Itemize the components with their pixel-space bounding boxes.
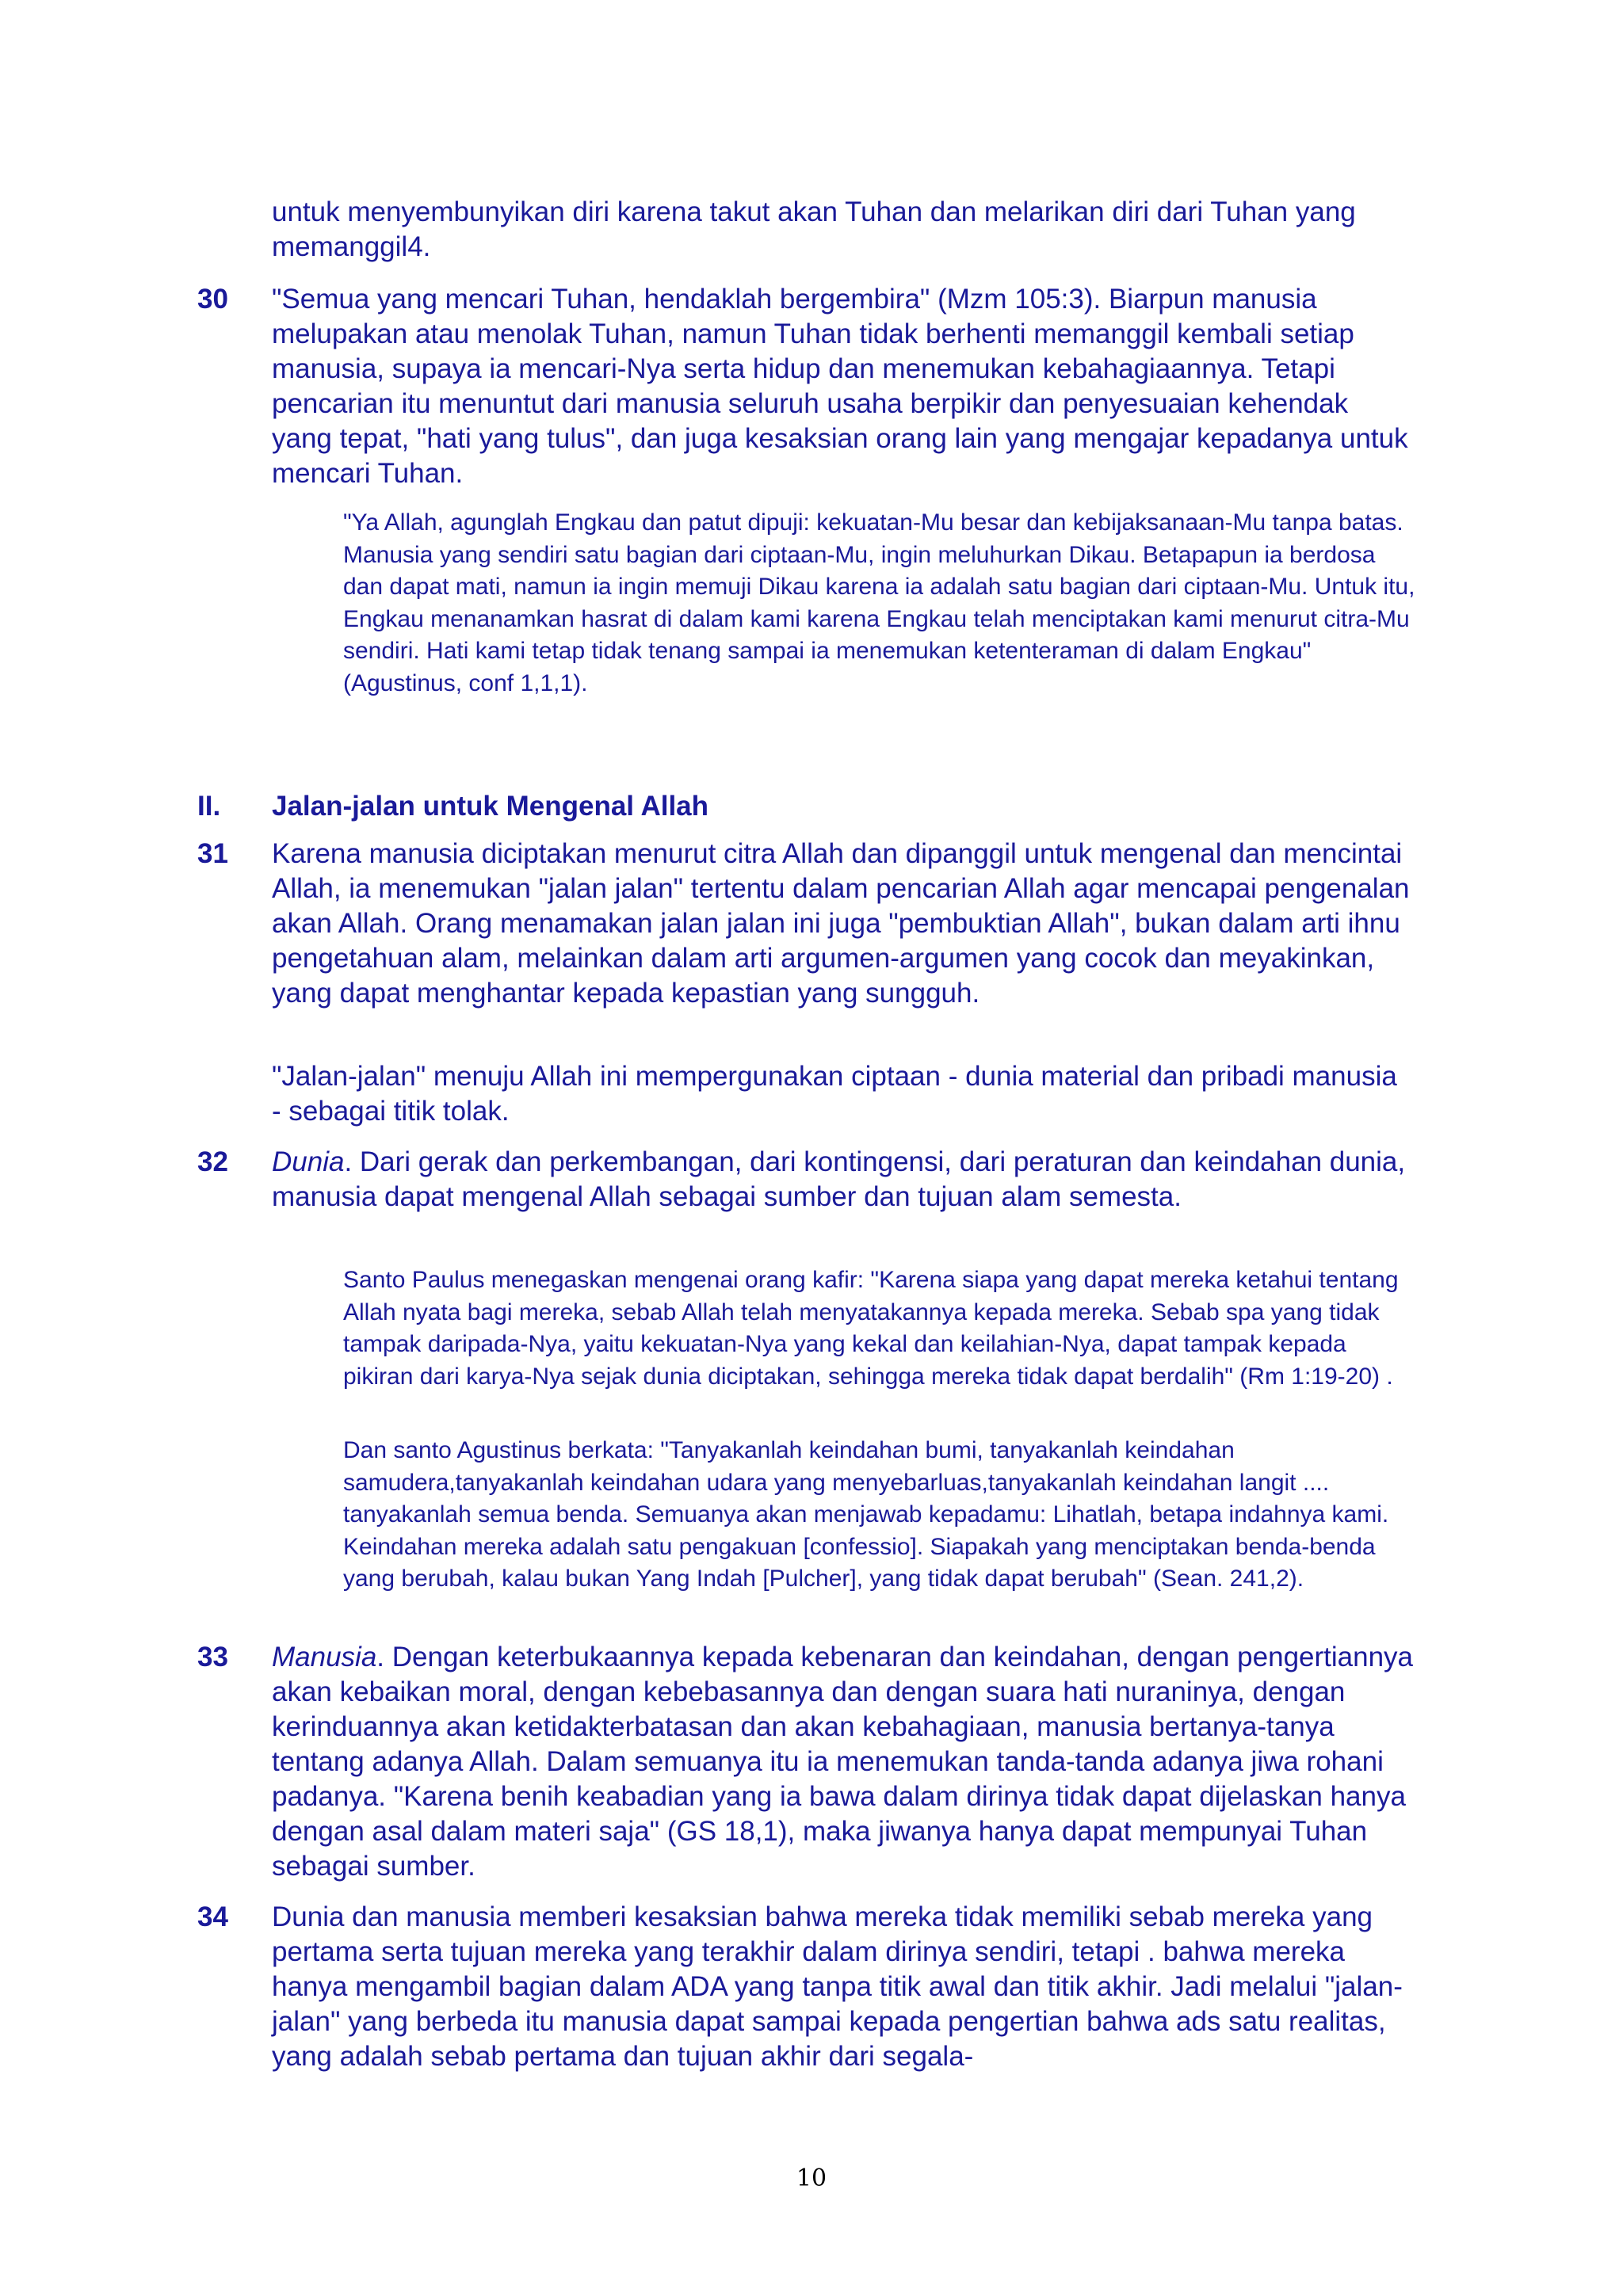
quote-saint-paul: Santo Paulus menegaskan mengenai orang kafir: "Karena siapa yang dapat mereka ketahui tentang Allah nyata bagi mereka, sebab Allah telah menyatakannya kepada mereka. Sebab spa yang tidak tampak daripada-Nya, yaitu kekuatan-Nya yang kekal dan keilahian-Nya, dapat tampak kepada pikiran dari karya-Nya sejak dunia diciptakan, sehingga mereka tidak dapat berdalih" (Rm 1:19-20) . bbox=[343, 1267, 1399, 1390]
paragraph-number-33: 33 bbox=[197, 1642, 228, 1672]
section-title: Jalan-jalan untuk Mengenal Allah bbox=[272, 791, 709, 822]
paragraph-32-text: . Dari gerak dan perkembangan, dari kontingensi, dari peraturan dan keindahan dunia, manusia dapat mengenal Allah sebagai sumber dan tujuan alam semesta. bbox=[272, 1146, 1406, 1212]
paragraph-30: "Semua yang mencari Tuhan, hendaklah bergembira" (Mzm 105:3). Biarpun manusia melupakan atau menolak Tuhan, namun Tuhan tidak berhenti memanggil kembali setiap manusia, supaya ia mencari-Nya serta hidup dan menemukan kebahagiaannya. Tetapi pencarian itu menuntut dari manusia seluruh usaha berpikir dan penyesuaian kehendak yang tepat, "hati yang tulus", dan juga kesaksian orang lain yang mengajar kepadanya untuk mencari Tuhan. bbox=[272, 284, 1408, 489]
page-number: 10 bbox=[796, 2164, 827, 2192]
paragraph-number-34: 34 bbox=[197, 1901, 228, 1932]
paragraph-number-32: 32 bbox=[197, 1146, 228, 1177]
paragraph-31-continuation: "Jalan-jalan" menuju Allah ini mempergunakan ciptaan - dunia material dan pribadi manusia - sebagai titik tolak. bbox=[272, 1061, 1397, 1127]
paragraph-33 bbox=[272, 1640, 1413, 1884]
paragraph-33-text: . Dengan keterbukaannya kepada kebenaran dan keindahan, dengan pengertiannya akan kebaikan moral, dengan kebebasannya dan dengan suara hati nuraninya, dengan kerinduannya akan ketidakterbatasan dan akan kebahagiaan, manusia bertanya-tanya tentang adanya Allah. Dalam semuanya itu ia menemukan tanda-tanda adanya jiwa rohani padanya. "Karena benih keabadian yang ia bawa dalam dirinya tidak dapat dijelaskan hanya dengan asal dalam materi saja" (GS 18,1), maka jiwanya hanya dapat mempunyai Tuhan sebagai sumber. bbox=[272, 1642, 1414, 1882]
paragraph-33-lead: Manusia bbox=[272, 1642, 377, 1672]
quote-saint-augustine: Dan santo Agustinus berkata: "Tanyakanlah keindahan bumi, tanyakanlah keindahan samudera,tanyakanlah keindahan udara yang menyebarluas,tanyakanlah keindahan langit .... tanyakanlah semua benda. Semuanya akan menjawab kepadamu: Lihatlah, betapa indahnya kami. Keindahan mereka adalah satu pengakuan [confessio]. Siapakah yang menciptakan benda-benda yang berubah, kalau bukan Yang Indah [Pulcher], yang tidak dapat berubah" (Sean. 241,2). bbox=[343, 1437, 1389, 1592]
paragraph-32 bbox=[272, 1145, 1413, 1215]
paragraph-number-30: 30 bbox=[197, 284, 228, 315]
paragraph-31: Karena manusia diciptakan menurut citra Allah dan dipanggil untuk mengenal dan mencintai Allah, ia menemukan "jalan jalan" tertentu dalam pencarian Allah agar mencapai pengenalan akan Allah. Orang menamakan jalan jalan ini juga "pembuktian Allah", bukan dalam arti ihnu pengetahuan alam, melainkan dalam arti argumen-argumen yang cocok dan meyakinkan, yang dapat menghantar kepada kepastian yang sungguh. bbox=[272, 838, 1410, 1009]
paragraph-number-31: 31 bbox=[197, 838, 228, 869]
paragraph-32-lead: Dunia bbox=[272, 1146, 345, 1177]
paragraph-34: Dunia dan manusia memberi kesaksian bahwa mereka tidak memiliki sebab mereka yang pertama serta tujuan mereka yang terakhir dalam dirinya sendiri, tetapi . bahwa mereka hanya mengambil bagian dalam ADA yang tanpa titik awal dan titik akhir. Jadi melalui "jalan-jalan" yang berbeda itu manusia dapat sampai kepada pengertian bahwa ads satu realitas, yang adalah sebab pertama dan tujuan akhir dari segala- bbox=[272, 1901, 1403, 2072]
quote-augustine-confessions: "Ya Allah, agunglah Engkau dan patut dipuji: kekuatan-Mu besar dan kebijaksanaan-Mu tanpa batas. Manusia yang sendiri satu bagian dari ciptaan-Mu, ingin meluhurkan Dikau. Betapapun ia berdosa dan dapat mati, namun ia ingin memuji Dikau karena ia adalah satu bagian dari ciptaan-Mu. Untuk itu, Engkau menanamkan hasrat di dalam kami karena Engkau telah menciptakan kami menurut citra-Mu sendiri. Hati kami tetap tidak tenang sampai ia menemukan ketenteraman di dalam Engkau" (Agustinus, conf 1,1,1). bbox=[343, 509, 1415, 696]
paragraph-continuation: untuk menyembunyikan diri karena takut akan Tuhan dan melarikan diri dari Tuhan yang memanggil4. bbox=[272, 196, 1356, 262]
section-number: II. bbox=[197, 791, 221, 822]
